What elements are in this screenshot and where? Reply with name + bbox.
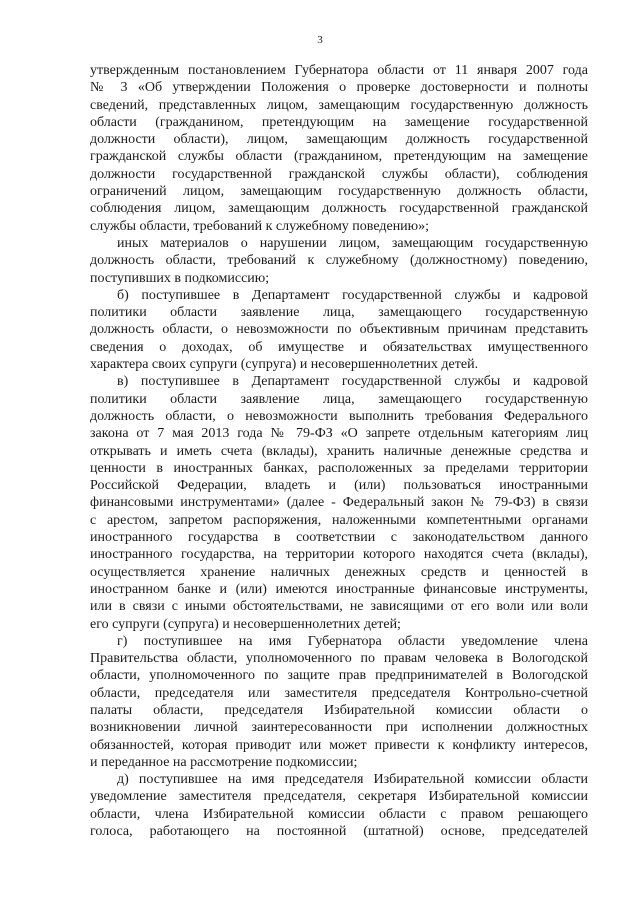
text-line: характера своих супруги (супруга) и несовершеннолетних детей.: [90, 357, 479, 373]
text-line: службы области, требований к служебному поведению»;: [90, 218, 430, 234]
text-line: открывать и иметь счета (вклады), хранить наличные денежные средства и: [90, 443, 588, 459]
text-line: иностранного государства, на территории которого находятся счета (вклады),: [90, 547, 588, 563]
text-line: и переданное на рассмотрение подкомиссии;: [90, 754, 358, 770]
paragraph-p3: [90, 287, 588, 373]
text-line: области, уполномоченного по защите прав предпринимателей в Вологодской: [90, 668, 588, 684]
text-line: области, председателя или заместителя председателя Контрольно-счетной: [90, 685, 588, 701]
text-line: голоса, работающего на постоянной (штатной) основе, председателей: [90, 824, 588, 840]
paragraph-p5: [90, 633, 588, 771]
text-line: осуществляется хранение наличных денежных средств и ценностей в: [90, 564, 588, 580]
text-line: утвержденным постановлением Губернатора области от 11 января 2007 года: [90, 63, 588, 78]
text-line: гражданской службы области (гражданином, претендующим на замещение: [90, 149, 588, 165]
text-line: его супруги (супруга) и несовершеннолетних детей;: [90, 616, 401, 632]
text-line: б) поступившее в Департамент государственной службы и кадровой: [117, 287, 588, 303]
text-line: иностранном банке и (или) имеются иностранные финансовые инструменты,: [90, 581, 588, 597]
text-line: поступивших в подкомиссию;: [90, 270, 270, 286]
paragraph-p2: [90, 235, 588, 287]
paragraph-p4: [90, 373, 588, 632]
text-line: уведомление заместителя председателя, секретаря Избирательной комиссии: [90, 789, 588, 805]
text-line: ценности в иностранных банках, расположенных за пределами территории: [90, 460, 588, 476]
page-number: 3: [317, 34, 323, 46]
paragraph-p6: [90, 771, 588, 840]
text-line: закона от 7 мая 2013 года № 79-ФЗ «О запрете отдельным категориям лиц: [90, 426, 588, 442]
text-line: палаты области, председателя Избирательной комиссии области о: [90, 702, 588, 718]
text-line: области (гражданином, претендующим на замещение государственной: [90, 114, 588, 130]
text-line: иностранного государства в соответствии с законодательством данного: [90, 530, 588, 546]
text-line: политики области заявление лица, замещающего государственную: [90, 305, 588, 321]
text-line: или в связи с иными обстоятельствами, не зависящими от его воли или воли: [90, 599, 588, 615]
text-line: должность области, требований к служебному (должностному) поведению,: [90, 253, 588, 269]
text-line: д) поступившее на имя председателя Избирательной комиссии области: [117, 772, 588, 788]
text-line: с арестом, запретом распоряжения, наложенными компетентными органами: [90, 512, 588, 528]
paragraph-p1: [90, 62, 588, 235]
text-line: должность области, о невозможности выполнить требования Федерального: [90, 408, 588, 424]
text-line: г) поступившее на имя Губернатора области уведомление члена: [117, 633, 588, 649]
text-line: области, члена Избирательной комиссии области с правом решающего: [90, 806, 588, 822]
text-line: финансовыми инструментами» (далее - Федеральный закон № 79-ФЗ) в связи: [90, 495, 588, 511]
text-line: ограничений лицом, замещающим государственную должность области,: [90, 184, 588, 200]
text-line: сведений, представленных лицом, замещающим государственную должность: [90, 97, 588, 113]
text-line: политики области заявление лица, замещающего государственную: [90, 391, 588, 407]
text-line: должность области, о невозможности по объективным причинам представить: [90, 322, 588, 338]
text-line: № 3 «Об утверждении Положения о проверке достоверности и полноты: [90, 80, 588, 96]
text-line: в) поступившее в Департамент государственной службы и кадровой: [117, 374, 588, 390]
text-line: обязанностей, которая приводит или может привести к конфликту интересов,: [90, 737, 588, 753]
text-line: сведения о доходах, об имуществе и обязательствах имущественного: [90, 339, 588, 355]
text-line: иных материалов о нарушении лицом, замещающим государственную: [117, 235, 588, 251]
text-line: возникновении личной заинтересованности при исполнении должностных: [90, 720, 588, 736]
text-line: Правительства области, уполномоченного по правам человека в Вологодской: [90, 651, 588, 667]
text-line: соблюдения лицом, замещающим должность государственной гражданской: [90, 201, 588, 217]
text-line: должности области), лицом, замещающим должность государственной: [90, 132, 588, 148]
text-line: Российской Федерации, владеть и (или) пользоваться иностранными: [90, 478, 588, 494]
text-line: должности государственной гражданской службы области), соблюдения: [90, 166, 588, 182]
document-body: [90, 62, 588, 840]
